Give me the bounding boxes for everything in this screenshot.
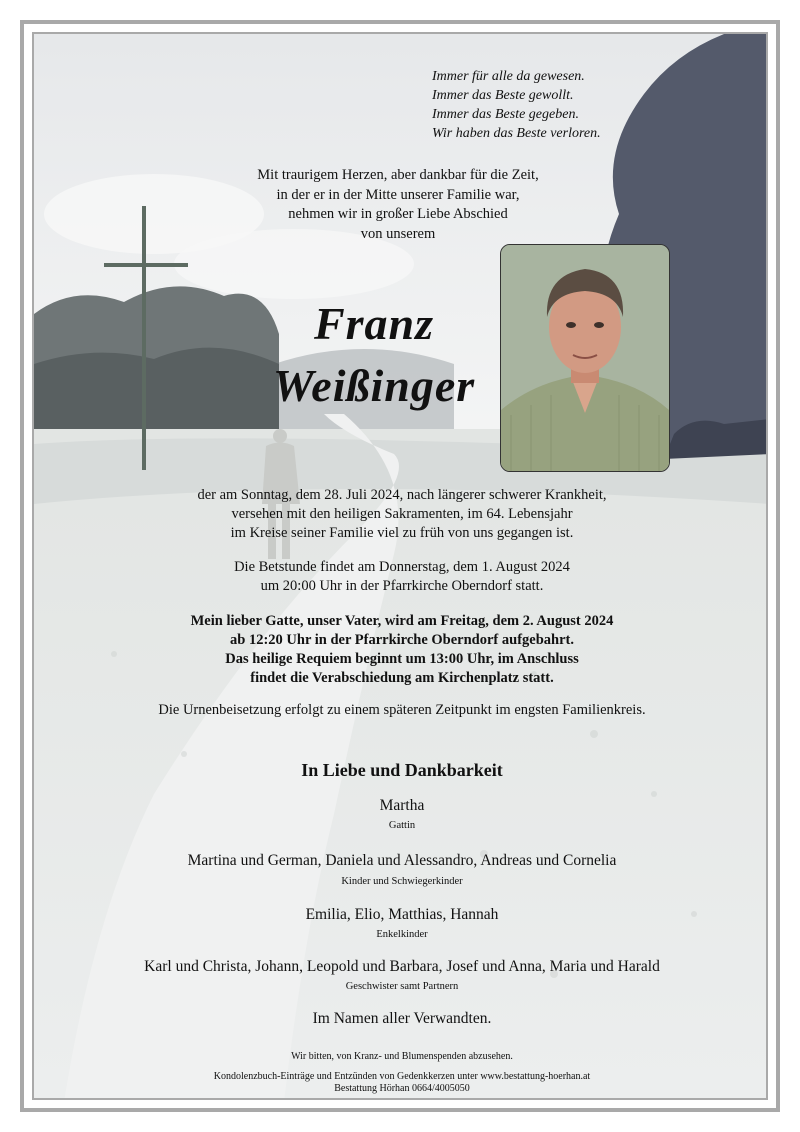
poem-line: Wir haben das Beste verloren. bbox=[432, 126, 601, 141]
funeral-line: findet die Verabschiedung am Kirchenplatz statt. bbox=[250, 670, 554, 686]
urn-notice: Die Urnenbeisetzung erfolgt zu einem späteren Zeitpunkt im engsten Familienkreis. bbox=[158, 702, 646, 718]
footer-no-flowers: Wir bitten, von Kranz- und Blumenspenden abzusehen. bbox=[291, 1051, 513, 1062]
funeral-line: ab 12:20 Uhr in der Pfarrkirche Oberndorf aufgebahrt. bbox=[230, 632, 574, 648]
deceased-last-name: Weißinger bbox=[272, 360, 476, 411]
intro-line: in der er in der Mitte unserer Familie war, bbox=[276, 186, 520, 203]
intro-text bbox=[32, 166, 766, 244]
notice-line: im Kreise seiner Familie viel zu früh von uns gegangen ist. bbox=[230, 525, 574, 541]
poem-line: Immer das Beste gegeben. bbox=[432, 107, 579, 122]
poem-line: Immer das Beste gewollt. bbox=[432, 88, 574, 103]
notice-line: der am Sonntag, dem 28. Juli 2024, nach längerer schwerer Krankheit, bbox=[197, 487, 607, 503]
family-names: Martina und German, Daniela und Alessandro, Andreas und Cornelia bbox=[187, 852, 617, 869]
notice-line: versehen mit den heiligen Sakramenten, im 64. Lebensjahr bbox=[231, 506, 573, 522]
death-notice bbox=[34, 486, 768, 543]
intro-line: nehmen wir in großer Liebe Abschied bbox=[288, 206, 508, 222]
obituary-card bbox=[32, 32, 768, 1100]
thanks-heading: In Liebe und Dankbarkeit bbox=[301, 760, 503, 780]
relatives-line: Im Namen aller Verwandten. bbox=[312, 1010, 492, 1027]
portrait-photo bbox=[500, 244, 670, 472]
family-role: Geschwister samt Partnern bbox=[345, 981, 459, 992]
funeral-line: Mein lieber Gatte, unser Vater, wird am Freitag, dem 2. August 2024 bbox=[190, 613, 614, 629]
family-role: Enkelkinder bbox=[376, 929, 428, 940]
footer-condolence: Kondolenzbuch-Einträge und Entzünden von Gedenkkerzen unter www.bestattung-hoerhan.at bbox=[213, 1071, 591, 1082]
prayer-line: um 20:00 Uhr in der Pfarrkirche Oberndorf statt. bbox=[260, 578, 544, 594]
poem bbox=[432, 67, 672, 143]
intro-line: Mit traurigem Herzen, aber dankbar für die Zeit, bbox=[257, 167, 539, 183]
family-names: Emilia, Elio, Matthias, Hannah bbox=[305, 906, 499, 923]
funeral-notice bbox=[34, 612, 768, 688]
family-names: Martha bbox=[379, 797, 425, 814]
family-role: Gattin bbox=[388, 820, 416, 831]
footer-undertaker: Bestattung Hörhan 0664/4005050 bbox=[334, 1083, 470, 1094]
poem-line: Immer für alle da gewesen. bbox=[432, 69, 585, 84]
deceased-first-name: Franz bbox=[313, 298, 435, 349]
intro-line: von unserem bbox=[360, 225, 436, 242]
family-names: Karl und Christa, Johann, Leopold und Barbara, Josef und Anna, Maria und Harald bbox=[144, 958, 660, 975]
family-role: Kinder und Schwiegerkinder bbox=[341, 876, 463, 887]
prayer-line: Die Betstunde findet am Donnerstag, dem 1. August 2024 bbox=[234, 559, 570, 575]
prayer-notice bbox=[34, 558, 768, 596]
funeral-line: Das heilige Requiem beginnt um 13:00 Uhr, im Anschluss bbox=[225, 651, 579, 667]
